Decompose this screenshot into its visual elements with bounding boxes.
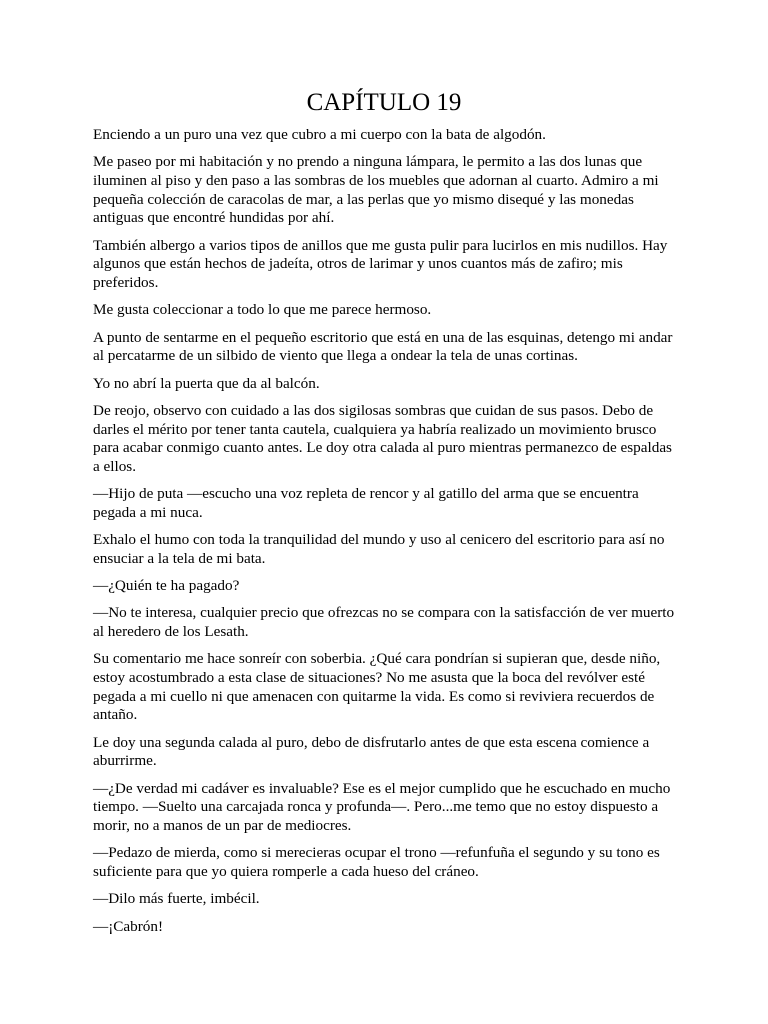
dialogue-paragraph: —No te interesa, cualquier precio que ofrezcas no se compara con la satisfacción de ver muerto al heredero de los Lesath.	[93, 604, 675, 641]
dialogue-paragraph: —Pedazo de mierda, como si merecieras ocupar el trono —refunfuña el segundo y su tono es suficiente para que yo quiera romperle a cada hueso del cráneo.	[93, 844, 660, 880]
dialogue-paragraph: —¡Cabrón!	[93, 917, 164, 935]
dialogue-paragraph: —Hijo de puta —escucho una voz repleta de rencor y al gatillo del arma que se encuentra pegada a mi nuca.	[93, 485, 639, 521]
paragraph: Yo no abrí la puerta que da al balcón.	[93, 374, 320, 392]
dialogue-paragraph: —¿De verdad mi cadáver es invaluable? Ese es el mejor cumplido que he escuchado en mucho tiempo. —Suelto una carcajada ronca y profunda—. Pero...me temo que no estoy dispuesto a morir, no a manos de un par de mediocres.	[93, 779, 671, 834]
paragraph: También albergo a varios tipos de anillos que me gusta pulir para lucirlos en mis nudillos. Hay algunos que están hechos de jadeíta, otros de larimar y unos cuantos más de zafiro; mis preferidos.	[93, 236, 668, 291]
paragraph: De reojo, observo con cuidado a las dos sigilosas sombras que cuidan de sus pasos. Debo de darles el mérito por tener tanta cautela, cualquiera ya habría realizado un movimiento brusco para acabar conmigo cuanto antes. Le doy otra calada al puro mientras permanezco de espaldas a ellos.	[93, 401, 672, 475]
paragraph: Enciendo a un puro una vez que cubro a mi cuerpo con la bata de algodón.	[93, 126, 546, 143]
dialogue-paragraph: —Dilo más fuerte, imbécil.	[93, 890, 260, 908]
paragraph: Me paseo por mi habitación y no prendo a ninguna lámpara, le permito a las dos lunas que iluminen al piso y den paso a las sombras de los muebles que adornan al cuarto. Admiro a mi pequeña colección de caracolas de mar, a las perlas que yo mismo disequé y las monedas antiguas que encontré hundidas por ahí.	[93, 153, 659, 227]
paragraph: A punto de sentarme en el pequeño escritorio que está en una de las esquinas, detengo mi andar al percatarme de un silbido de viento que llega a ondear la tela de unas cortinas.	[93, 328, 673, 365]
chapter-body	[93, 126, 677, 945]
paragraph: Exhalo el humo con toda la tranquilidad del mundo y uso al cenicero del escritorio para así no ensuciar a la tela de mi bata.	[93, 531, 665, 567]
paragraph: Su comentario me hace sonreír con soberbia. ¿Qué cara pondrían si supieran que, desde niño, estoy acostumbrado a esta clase de situaciones? No me asusta que la boca del revólver esté pegada a mi cuello ni que amenacen con quitarme la vida. Es como si reviviera recuerdos de antaño.	[93, 650, 661, 724]
paragraph: Me gusta coleccionar a todo lo que me parece hermoso.	[93, 301, 432, 319]
paragraph: Le doy una segunda calada al puro, debo de disfrutarlo antes de que esta escena comience a aburrirme.	[93, 733, 650, 770]
chapter-title: CAPÍTULO 19	[306, 89, 462, 116]
dialogue-paragraph: —¿Quién te ha pagado?	[93, 577, 240, 595]
